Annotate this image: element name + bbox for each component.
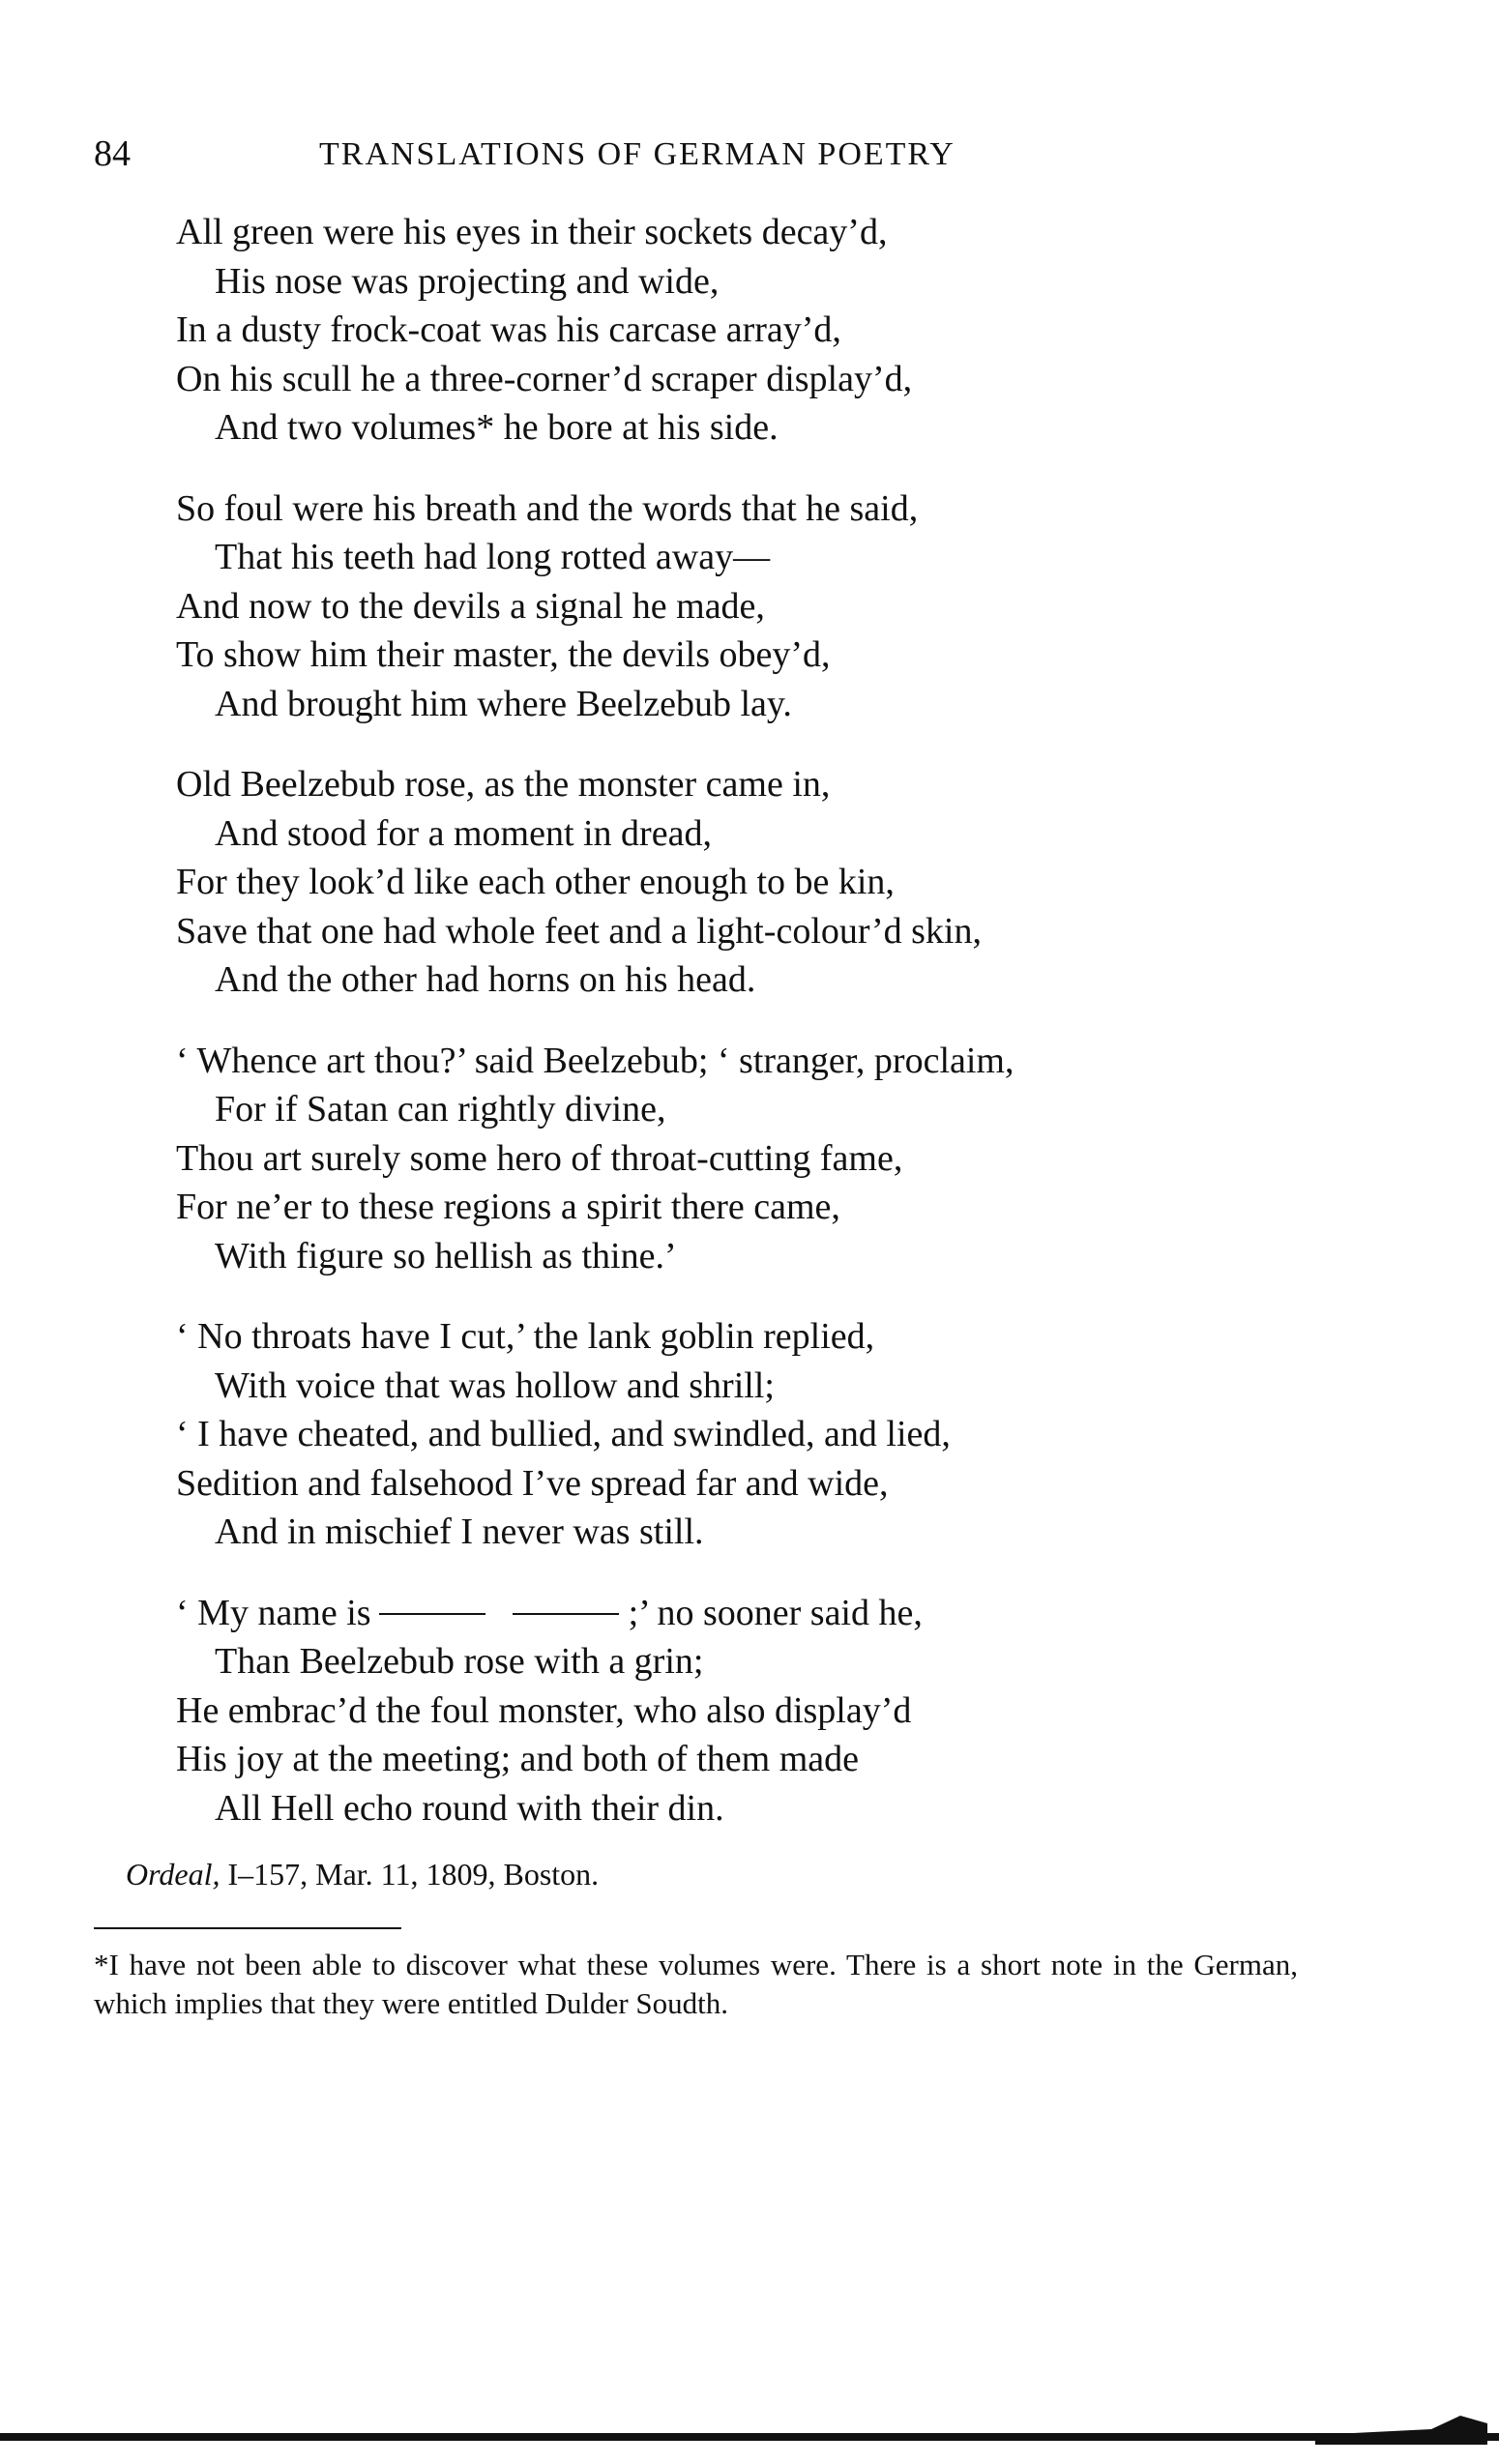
source-details: I–157, Mar. 11, 1809, Boston. xyxy=(227,1857,600,1892)
source-title: Ordeal, xyxy=(126,1857,220,1892)
poem-line: For if Satan can rightly divine, xyxy=(215,1089,666,1129)
poem-line: Sedition and falsehood I’ve spread far and wide, xyxy=(176,1462,889,1504)
poem-line: So foul were his breath and the words that he said, xyxy=(176,487,919,529)
redacted-name-dash xyxy=(513,1613,619,1615)
stanza xyxy=(176,760,1240,1005)
stanza xyxy=(176,484,1240,729)
poem-line: To show him their master, the devils obey’d, xyxy=(176,634,831,675)
poem-line: For they look’d like each other enough to be kin, xyxy=(176,862,895,902)
poem-line: And now to the devils a signal he made, xyxy=(176,585,765,627)
poem-line xyxy=(176,1589,1240,1638)
running-title: TRANSLATIONS OF GERMAN POETRY xyxy=(319,136,955,172)
scan-edge-icon xyxy=(1315,2387,1489,2445)
poem-line: ‘ Whence art thou?’ said Beelzebub; ‘ stranger, proclaim, xyxy=(176,1040,1014,1081)
poem-line: His nose was projecting and wide, xyxy=(215,260,720,302)
poem-line: With voice that was hollow and shrill; xyxy=(215,1364,775,1406)
poem-line: ‘ I have cheated, and bullied, and swindled, and lied, xyxy=(176,1414,951,1454)
poem-line: Than Beelzebub rose with a grin; xyxy=(215,1641,704,1682)
redacted-name-dash xyxy=(379,1613,485,1615)
poem xyxy=(176,208,1240,1864)
source-citation xyxy=(126,1855,599,1893)
stanza xyxy=(176,1037,1240,1281)
poem-line: Save that one had whole feet and a light-colour’d skin, xyxy=(176,910,982,952)
poem-line: For ne’er to these regions a spirit there came, xyxy=(176,1187,840,1227)
poem-line: Old Beelzebub rose, as the monster came in, xyxy=(176,764,831,805)
poem-line: And two volumes* he bore at his side. xyxy=(215,407,779,448)
poem-line: Thou art surely some hero of throat-cutting fame, xyxy=(176,1137,903,1179)
poem-line: In a dusty frock-coat was his carcase array’d, xyxy=(176,309,841,350)
poem-line: And brought him where Beelzebub lay. xyxy=(215,683,792,724)
stanza xyxy=(176,1589,1240,1833)
stanza xyxy=(176,1312,1240,1557)
name-suffix: ;’ no sooner said he, xyxy=(628,1592,923,1633)
footnote-text: *I have not been able to discover what these volumes were. There is a short note in the German, which implies that they were entitled Dulder Soudth. xyxy=(94,1948,1298,2020)
footnote xyxy=(94,1946,1298,2023)
poem-line: All green were his eyes in their sockets decay’d, xyxy=(176,212,888,252)
name-prefix: ‘ My name is xyxy=(176,1592,371,1633)
poem-line: All Hell echo round with their din. xyxy=(215,1787,724,1829)
poem-line: And in mischief I never was still. xyxy=(215,1511,704,1552)
poem-line: And stood for a moment in dread, xyxy=(215,812,712,854)
poem-line: With figure so hellish as thine.’ xyxy=(215,1235,677,1276)
poem-line: He embrac’d the foul monster, who also display’d xyxy=(176,1689,912,1731)
stanza xyxy=(176,208,1240,453)
scan-edge-bar xyxy=(0,2433,1499,2441)
poem-line: His joy at the meeting; and both of them made xyxy=(176,1739,860,1779)
poem-line: And the other had horns on his head. xyxy=(215,959,756,1000)
poem-line: That his teeth had long rotted away— xyxy=(215,537,771,577)
poem-line: ‘ No throats have I cut,’ the lank goblin replied, xyxy=(176,1316,875,1357)
poem-line: On his scull he a three-corner’d scraper display’d, xyxy=(176,358,913,399)
page-number: 84 xyxy=(94,133,131,174)
footnote-rule xyxy=(94,1927,401,1929)
